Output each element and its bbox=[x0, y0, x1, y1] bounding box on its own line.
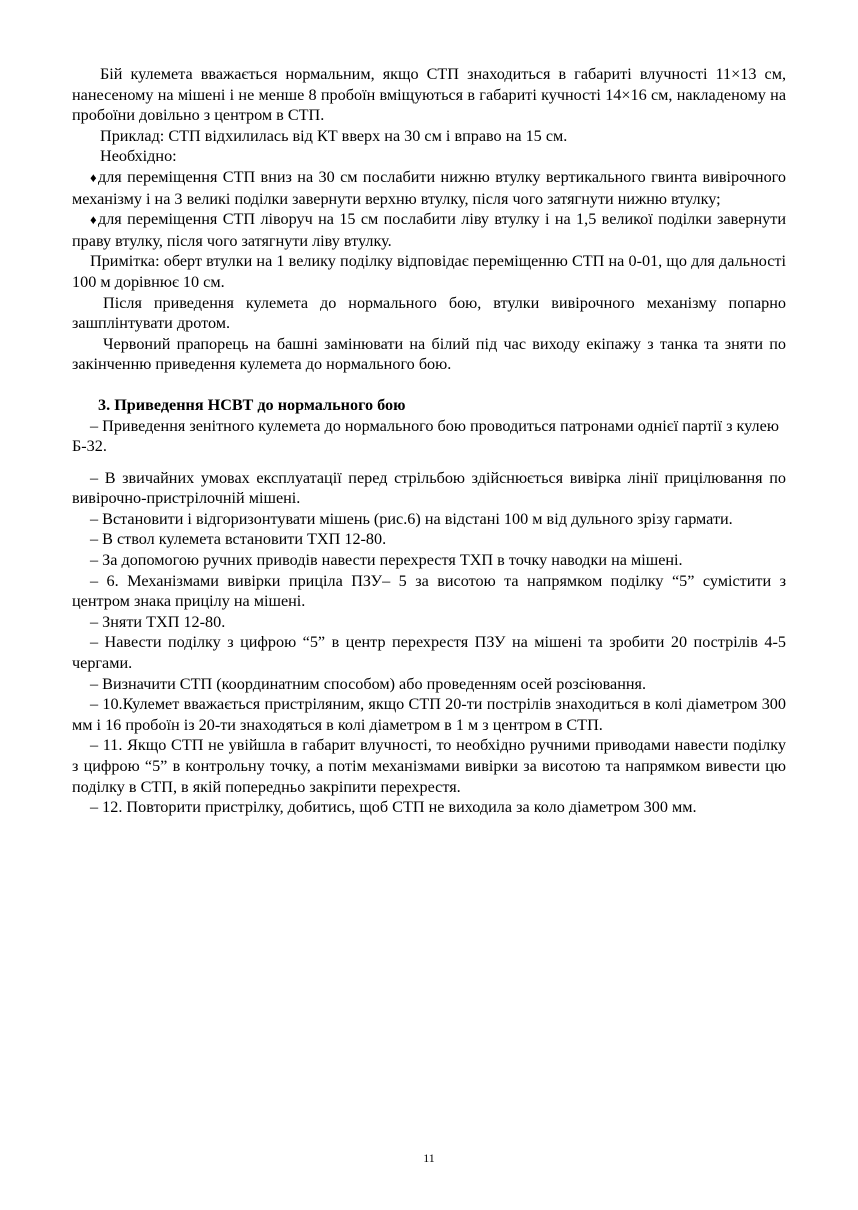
paragraph-flag: Червоний прапорець на башні замінювати на білий під час виходу екіпажу з танка та зняти по закінченню приведення кулемета до нормального бою. bbox=[72, 334, 786, 374]
list-item: – Встановити і відгоризонтувати мішень (рис.6) на відстані 100 м від дульного зрізу гармати. bbox=[90, 509, 733, 528]
list-item: – Навести поділку з цифрою “5” в центр перехрестя ПЗУ на мішені та зробити 20 пострілів 4-5 чергами. bbox=[72, 633, 786, 673]
diamond-bullet-icon: ♦ bbox=[90, 169, 98, 185]
document-page bbox=[72, 64, 786, 818]
diamond-bullet-icon: ♦ bbox=[90, 212, 98, 228]
list-item: – В ствол кулемета встановити ТХП 12-80. bbox=[90, 530, 387, 549]
list-item: – За допомогою ручних приводів навести перехрестя ТХП в точку наводки на мішені. bbox=[90, 551, 683, 570]
list-item: – 12. Повторити пристрілку, добитись, щоб СТП не виходила за коло діаметром 300 мм. bbox=[90, 798, 697, 817]
page-number: 11 bbox=[423, 1151, 435, 1165]
list-item: – 11. Якщо СТП не увійшла в габарит влучності, то необхідно ручними приводами навести поділку з цифрою “5” в контрольну точку, а потім механізмами вивірки за висотою та напрямком вивести цю поділку в СТП, в якій попередньо закріпити перехрестя. bbox=[72, 736, 786, 796]
bullet-item-text: для переміщення СТП ліворуч на 15 см послабити ліву втулку і на 1,5 великої поділки завернути праву втулку, після чого затягнути ліву втулку. bbox=[72, 210, 786, 250]
list-item: – Визначити СТП (координатним способом) або проведенням осей розсіювання. bbox=[90, 674, 647, 693]
bullet-item-text: для переміщення СТП вниз на 30 см послабити нижню втулку вертикального гвинта вивірочного механізму і на 3 великі поділки завернути верхню втулку, після чого затягнути нижню втулку; bbox=[72, 167, 786, 208]
list-item: – 10.Кулемет вважається пристріляним, якщо СТП 20-ти пострілів знаходиться в колі діаметром 300 мм і 16 пробоїн із 20-ти знаходяться в колі діаметром в 1 м з центром в СТП. bbox=[72, 695, 786, 734]
section-heading: 3. Приведення НСВТ до нормального бою bbox=[98, 395, 406, 414]
paragraph-after-adjustment: Після приведення кулемета до нормального бою, втулки вивірочного механізму попарно зашплінтувати дротом. bbox=[72, 293, 786, 333]
list-item: – Приведення зенітного кулемета до нормального бою проводиться патронами однієї партії з кулею Б-32. bbox=[72, 416, 779, 456]
bullet-item-down bbox=[72, 167, 786, 209]
paragraph-note: Примітка: оберт втулки на 1 велику поділку відповідає переміщенню СТП на 0-01, що для дальності 100 м дорівнює 10 см. bbox=[72, 252, 786, 291]
paragraph-example: Приклад: СТП відхилилась від КТ вверх на 30 см і вправо на 15 см. bbox=[100, 126, 568, 145]
paragraph-normal-fire: Бій кулемета вважається нормальним, якщо СТП знаходиться в габариті влучності 11×13 см, нанесеному на мішені і не менше 8 пробоїн вміщуються в габариті кучності 14×16 см, накладеному на пробоїни довільно з центром в СТП. bbox=[72, 65, 786, 125]
list-item: – В звичайних умовах експлуатації перед стрільбою здійснюється вивірка лінії прицілювання по вивірочно-пристрілочній мішені. bbox=[72, 468, 786, 508]
list-item: – Зняти ТХП 12-80. bbox=[90, 612, 226, 631]
list-item: – 6. Механізмами вивірки приціла ПЗУ– 5 за висотою та напрямком поділку “5” сумістити з центром знака прицілу на мішені. bbox=[72, 571, 786, 611]
bullet-item-left bbox=[72, 209, 786, 251]
paragraph-necessary: Необхідно: bbox=[100, 147, 177, 166]
